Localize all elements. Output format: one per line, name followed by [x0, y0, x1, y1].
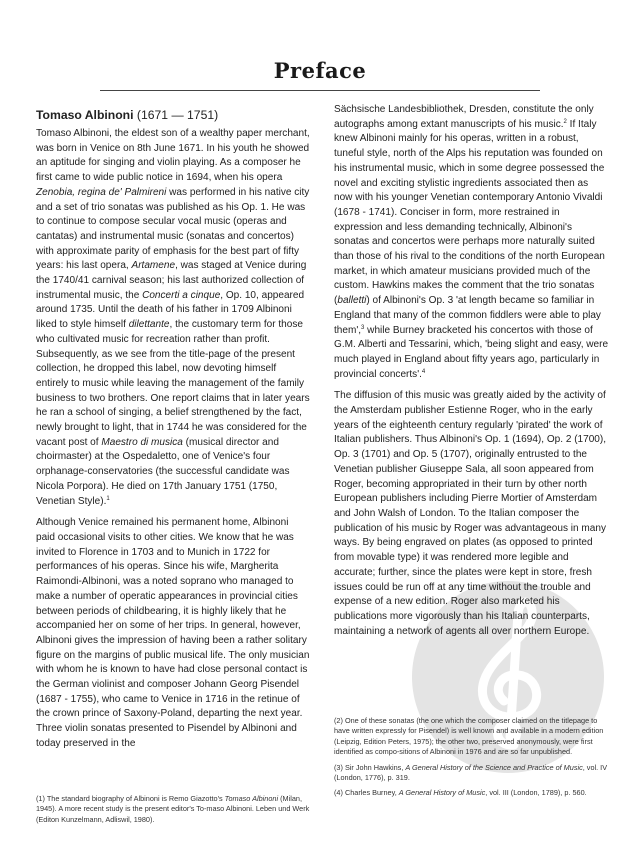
footnote-ref: 4	[421, 368, 426, 375]
body-paragraph: The diffusion of this music was greatly aided by the activity of the Amsterdam publisher Estienne Roger, who in the early years of the eighteenth century regularly 'pirated' the work of Italian publishers. Thus Albinoni's Op. 1 (1694), Op. 2 (1700), Op. 3 (1701) and Op. 5 (1707), originally entrusted to the Venetian publisher Giuseppe Sala, all soon appeared from Roger, becoming appropriated in their turn by other north European publishers including Pierre Mortier of Amsterdam and John Walsh of London. To the Italian composer the publication of his music by Roger was advantageous in many ways. By being engraved on plates (as opposed to printed from movable type) it was rendered more legible and accurate; further, since the plates were kept in store, fresh issues could be run off at any time without the trouble and expense of a new edition. Roger also marketed his publications more vigorously than his Italian counterparts, maintaining a network of agents all over northern Europe.	[334, 390, 607, 637]
composer-name: Tomaso Albinoni	[36, 108, 134, 122]
page-title: Preface	[273, 58, 367, 83]
footnotes-right	[334, 716, 609, 804]
footnote-ref: 3	[361, 324, 365, 331]
right-column	[334, 103, 609, 646]
footnote: (4) Charles Burney, A General History of Music, vol. III (London, 1789), p. 560.	[334, 788, 587, 798]
footnote-ref: 2	[563, 118, 567, 125]
footnote: (3) Sir John Hawkins, A General History of the Science and Practice of Music, vol. IV (London, 1776), p. 319.	[334, 762, 608, 783]
footnotes-left	[36, 794, 310, 830]
body-paragraph: Tomaso Albinoni, the eldest son of a wealthy paper merchant, was born in Venice on 8th June 1671. In his youth he showed an aptitude for singing and violin playing. As a composer he first came to wide public notice in 1694, when his opera Zenobia, regina de' Palmireni was performed in his native city and a set of trio sonatas was published as his Op. 1. He was to continue to compose secular vocal music (operas and cantatas) and instrumental music (sonatas and concertos) with approximate parity of emphasis for the best part of fifty years: his last opera, Artamene, was staged at Venice during the 1740/41 carnival season; his last authorized collection of instrumental music, the Concerti a cinque, Op. 10, appeared around 1735. Until the death of his father in 1709 Albinoni liked to style himself dilettante, the customary term for those who cultivated music for recreation rather than profit. Subsequently, as we see from the title-page of the present collection, he dropped this label, now devoting himself entirely to music while leaving the management of the family business to two brothers. One report claims that in later years he ran a school of singing, a belief strengthened by the fact, newly brought to light, that in 1744 he was considered for the vacant post of Maestro di musica (musical director and choirmaster) at the Ospedaletto, one of Venice's four orphanage-conservatories (the successful candidate was Nicola Porpora). He died on 17th January 1751 (1750, Venetian Style).$^1$	[36, 128, 310, 507]
left-column	[36, 106, 310, 759]
title-divider	[100, 90, 540, 91]
footnote: (1) The standard biography of Albinoni is Remo Giazotto's Tomaso Albinoni (Milan, 1945). A more recent study is the present editor's To-maso Albinoni. Leben und Werk (Editon Kunzelmann, Adliswil, 1980).	[36, 794, 310, 824]
section-heading	[36, 106, 310, 124]
composer-dates: (1671 — 1751)	[133, 108, 219, 122]
footnote-ref: 1	[106, 495, 110, 502]
footnote: (2) One of these sonatas (the one which the composer claimed on the titlepage to have written expressly for Pisendel) is well known and available in a modern edition (Leipzig, Edition Peters, 1975); the other two, preserved anonymously, were first identified as compo-sitions of Albinoni in 1976 and are so far unpublished.	[334, 716, 604, 757]
body-paragraph: Sächsische Landesbibliothek, Dresden, constitute the only autographs among extant manuscripts of his music.$^2$ If Italy knew Albinoni mainly for his operas, written in a robust, tuneful style, north of the Alps his reputation was founded on his instrumental music, which in some degree possessed the novel and exciting stylistic ingredients associated then as now with his younger Venetian contemporary Antonio Vivaldi (1678 - 1741). Conciser in form, more restrained in expression and less demanding technically, Albinoni's sonatas and concertos were perhaps more naturally suited than those of his rival to the conditions of the north European market, in which amateur musicians provided much of the custom. Hawkins makes the comment that the trio sonatas (balletti) of Albinoni's Op. 3 'at length became so familiar in England that many of the common fiddlers were able to play them',$^3$ while Burney bracketed his concertos with those of G.M. Alberti and Tessarini, which, 'being slight and easy, were much played in England about fifty years ago, particularly in provincial concerts'.$^4$	[334, 104, 609, 380]
body-paragraph: Although Venice remained his permanent home, Albinoni paid occasional visits to other cities. We know that he was invited to Florence in 1703 and to Munich in 1722 for performances of his operas. Since his wife, Margherita Raimondi-Albinoni, was a noted soprano who managed to make a number of operatic appearances in provincial cities between periods of childbearing, it is highly likely that he accompanied her on some of her trips. In general, however, Albinoni gives the impression of having been a rather solitary figure on the margins of public musical life. The only musician with whom he is known to have had close personal contact is the German violinist and composer Johann Georg Pisendel (1687 - 1755), who came to Venice in 1716 in the retinue of the crown prince of Saxony-Poland, departing the next year. Three violin sonatas presented to Pisendel by Albinoni and today preserved in the	[36, 517, 310, 749]
